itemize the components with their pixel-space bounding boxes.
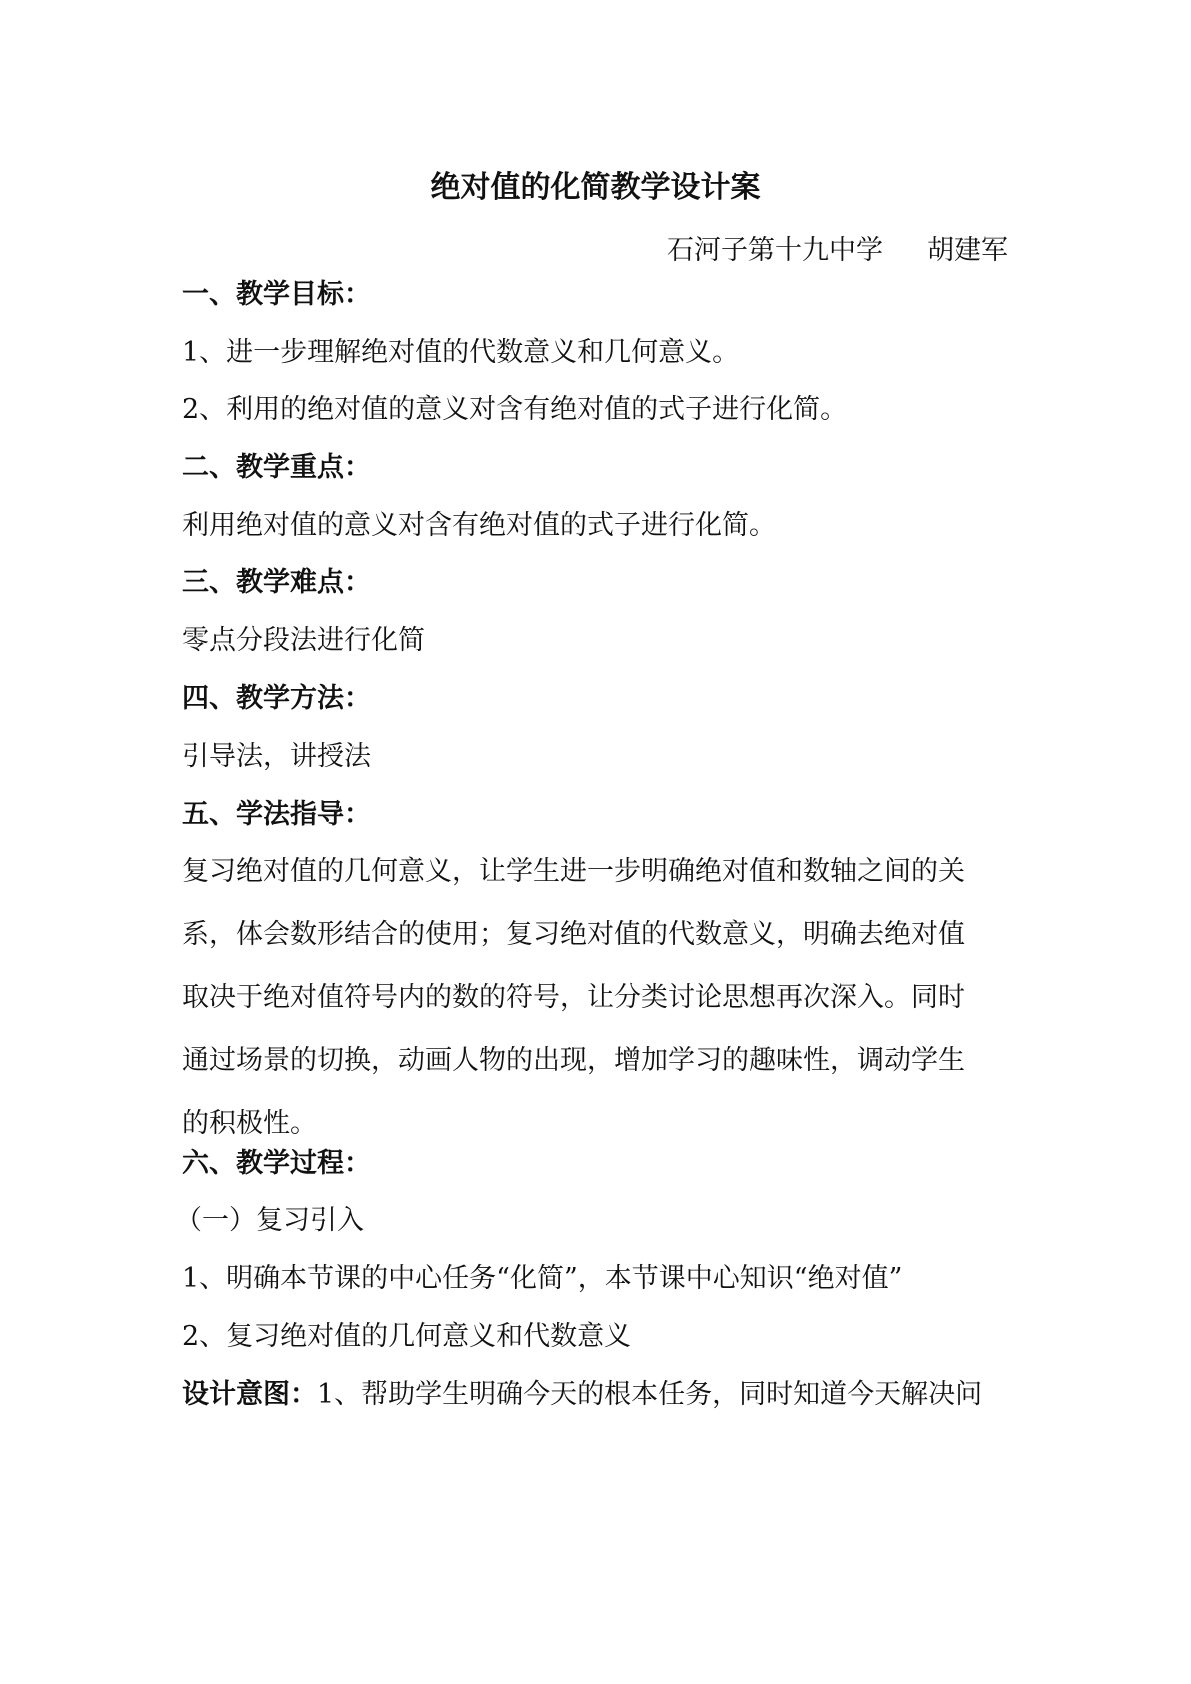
section-heading-study-guidance: 五、学法指导： — [182, 799, 371, 830]
difficulties-text: 零点分段法进行化简 — [182, 625, 425, 656]
methods-text: 引导法，讲授法 — [182, 741, 371, 772]
paragraph-line: 的积极性。 — [182, 1108, 317, 1139]
paragraph-line: 通过场景的切换，动画人物的出现，增加学习的趣味性，调动学生 — [182, 1045, 965, 1076]
section-heading-difficulties: 三、教学难点： — [182, 567, 371, 598]
objective-item-1: 1、进一步理解绝对值的代数意义和几何意义。 — [182, 337, 740, 368]
design-intent-label: 设计意图： — [182, 1379, 317, 1410]
process-item-2: 2、复习绝对值的几何意义和代数意义 — [182, 1321, 632, 1352]
school-name: 石河子第十九中学 — [667, 235, 883, 266]
section-heading-objectives: 一、教学目标： — [182, 279, 371, 310]
paragraph-line: 系，体会数形结合的使用；复习绝对值的代数意义，明确去绝对值 — [182, 919, 965, 950]
study-guidance-paragraph — [182, 840, 1012, 1155]
paragraph-line: 复习绝对值的几何意义，让学生进一步明确绝对值和数轴之间的关 — [182, 856, 965, 887]
key-points-text: 利用绝对值的意义对含有绝对值的式子进行化简。 — [182, 510, 776, 541]
author-name: 胡建军 — [927, 235, 1008, 266]
section-heading-key-points: 二、教学重点： — [182, 452, 371, 483]
byline — [667, 233, 1008, 269]
design-intent-line — [182, 1377, 982, 1413]
paragraph-line: 取决于绝对值符号内的数的符号，让分类讨论思想再次深入。同时 — [182, 982, 965, 1013]
subheading-review-intro: （一）复习引入 — [175, 1205, 364, 1236]
objective-item-2: 2、利用的绝对值的意义对含有绝对值的式子进行化简。 — [182, 394, 848, 425]
design-intent-text: 1、帮助学生明确今天的根本任务，同时知道今天解决问 — [317, 1379, 983, 1410]
document-title: 绝对值的化简教学设计案 — [430, 170, 761, 205]
process-item-1: 1、明确本节课的中心任务“化简”，本节课中心知识“绝对值” — [182, 1263, 903, 1294]
section-heading-teaching-process: 六、教学过程： — [182, 1148, 371, 1179]
section-heading-methods: 四、教学方法： — [182, 683, 371, 714]
